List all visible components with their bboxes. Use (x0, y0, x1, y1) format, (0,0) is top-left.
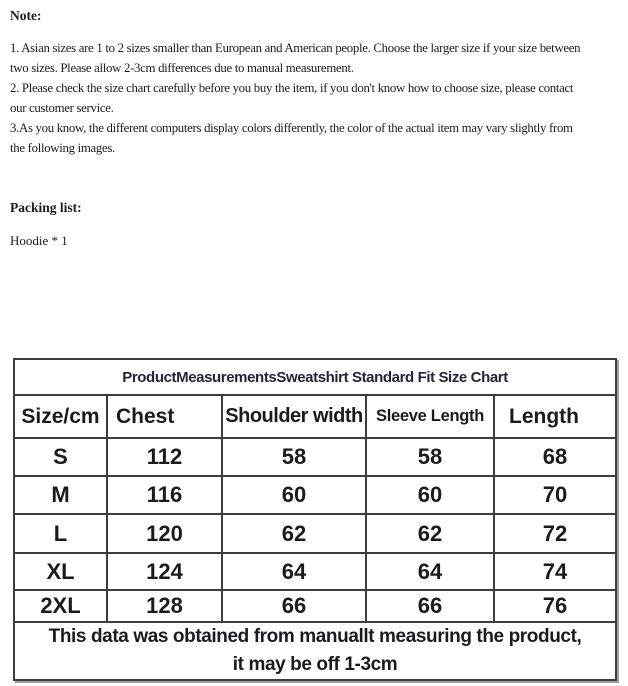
measurement-cell: 70 (494, 476, 616, 514)
size-row (14, 476, 616, 514)
measurement-cell: 68 (494, 438, 616, 476)
measurement-cell: 58 (222, 438, 366, 476)
measurement-cell: 62 (222, 514, 366, 553)
note-line: two sizes. Please allow 2-3cm differences due to manual measurement. (10, 61, 354, 75)
column-header: Size/cm (14, 395, 107, 438)
size-row (14, 553, 616, 590)
measurement-cell: 72 (494, 514, 616, 553)
measurement-cell: 58 (366, 438, 494, 476)
measurement-cell: 128 (107, 590, 222, 622)
measurement-cell: 60 (366, 476, 494, 514)
column-header: Shoulder width (222, 395, 366, 438)
measurement-cell: 74 (494, 553, 616, 590)
packing-list-heading: Packing list: (10, 200, 82, 215)
measurement-cell: 60 (222, 476, 366, 514)
measurement-cell: 116 (107, 476, 222, 514)
size-label-cell: M (14, 476, 107, 514)
note-heading: Note: (10, 8, 42, 23)
note-line: 1. Asian sizes are 1 to 2 sizes smaller than European and American people. Choose the larger size if your size between (10, 41, 581, 55)
measurement-cell: 120 (107, 514, 222, 553)
measurement-cell: 64 (222, 553, 366, 590)
measurement-cell: 76 (494, 590, 616, 622)
column-header: Sleeve Length (366, 395, 494, 438)
size-row (14, 438, 616, 476)
note-text (10, 38, 620, 158)
footer-line: it may be off 1-3cm (232, 654, 398, 675)
note-line: 3.As you know, the different computers display colors differently, the color of the actual item may vary slightly from (10, 121, 573, 135)
measurement-cell: 62 (366, 514, 494, 553)
column-header: Length (494, 395, 616, 438)
measurement-cell: 124 (107, 553, 222, 590)
size-chart-footer (14, 622, 616, 680)
size-chart-footer-row (14, 622, 616, 680)
size-label-cell: L (14, 514, 107, 553)
size-label-cell: XL (14, 553, 107, 590)
measurement-cell: 64 (366, 553, 494, 590)
size-chart-title-row (14, 359, 616, 395)
packing-list-item: Hoodie * 1 (10, 233, 68, 248)
column-header: Chest (107, 395, 222, 438)
size-label-cell: S (14, 438, 107, 476)
size-row (14, 590, 616, 622)
measurement-cell: 66 (366, 590, 494, 622)
size-chart-title: ProductMeasurementsSweatshirt Standard Fit Size Chart (14, 359, 616, 395)
note-line: 2. Please check the size chart carefully before you buy the item, if you don't know how to choose size, please contact (10, 81, 574, 95)
note-line: our customer service. (10, 101, 114, 115)
measurement-cell: 112 (107, 438, 222, 476)
footer-line: This data was obtained from manuallt measuring the product, (48, 626, 582, 647)
size-chart-header-row (14, 395, 616, 438)
measurement-cell: 66 (222, 590, 366, 622)
size-label-cell: 2XL (14, 590, 107, 622)
size-chart-table (13, 358, 617, 681)
size-row (14, 514, 616, 553)
note-line: the following images. (10, 141, 115, 155)
